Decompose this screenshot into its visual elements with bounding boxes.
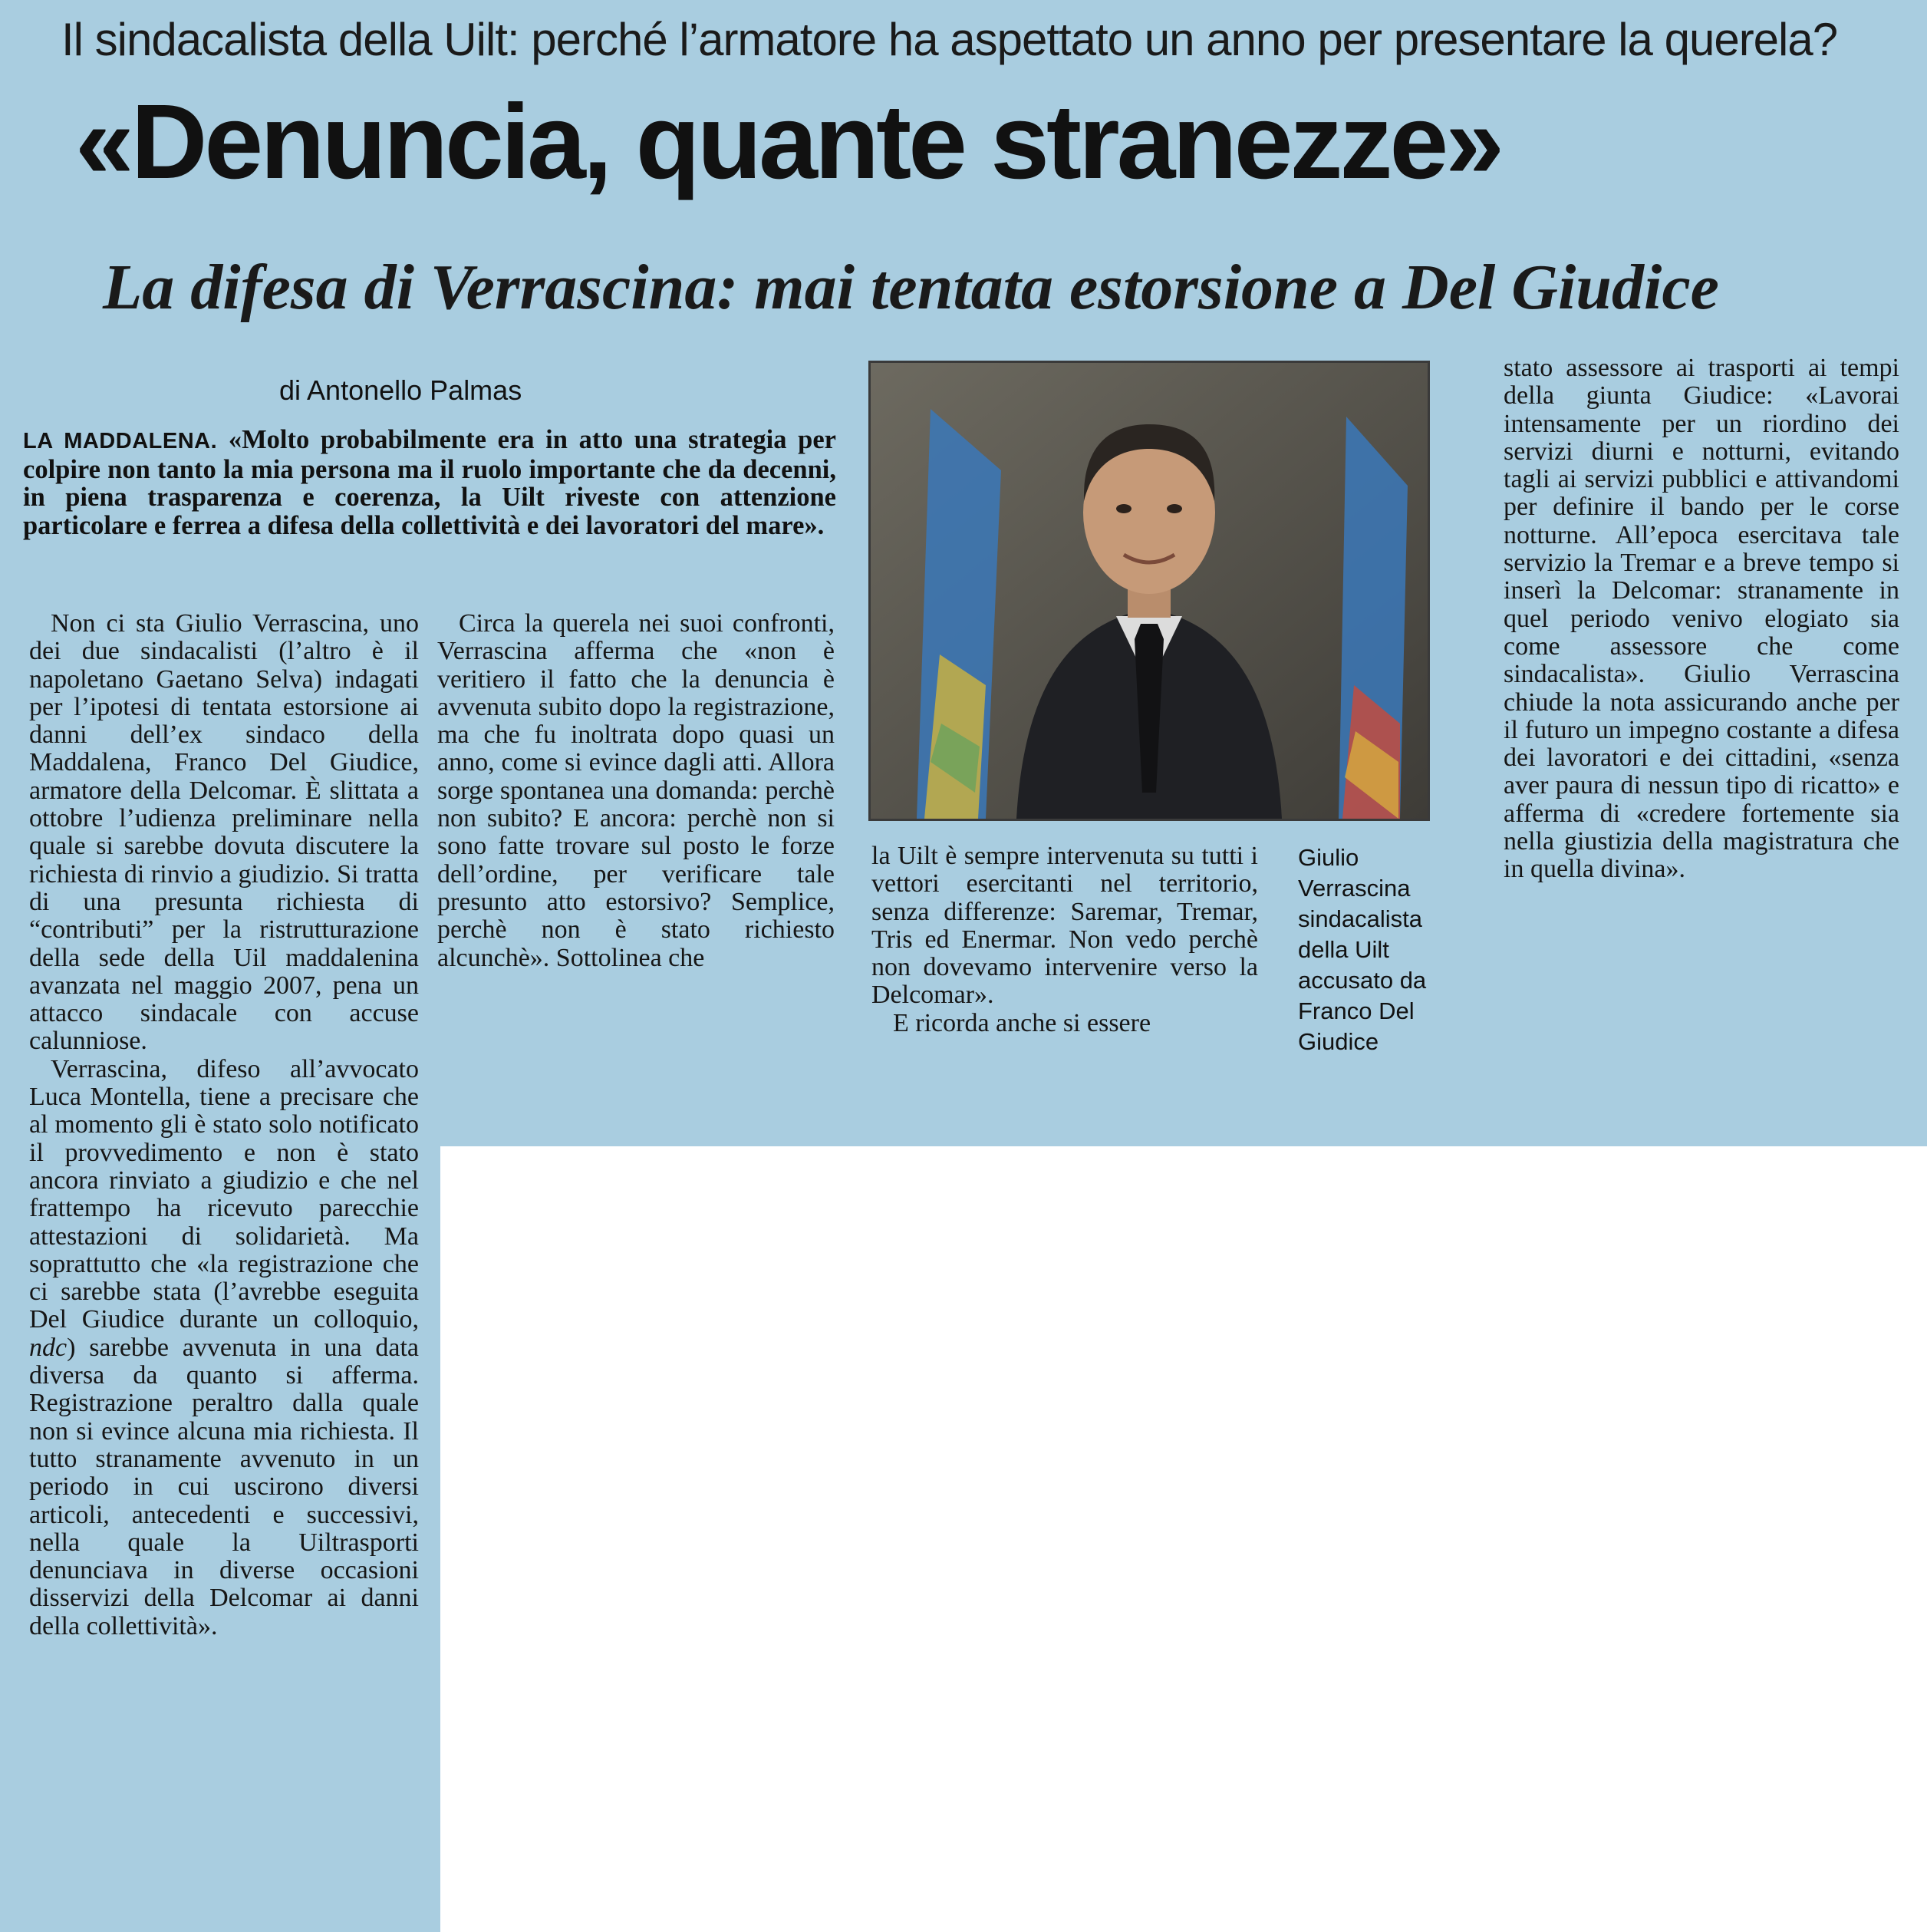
portrait-illustration (871, 363, 1428, 819)
body-column-2 (437, 610, 835, 972)
body-text: ) sarebbe avvenuta in una data diversa da quanto si afferma. Registrazione peraltro dalla quale non si evince alcuna mia richiesta. Il tutto stranamente avvenuto in un periodo in cui uscirono diversi articoli, antecedenti e successivi, nella quale la Uiltrasporti denunciava in diverse occasioni disservizi della Delcomar ai danni della collettività». (29, 1333, 419, 1640)
body-text-italic: ndc (29, 1333, 68, 1362)
dateline: LA MADDALENA. (23, 429, 218, 453)
photo-caption: Giulio Verrascina sindacalista della Uilt accusato da Franco Del Giudice (1298, 844, 1427, 1055)
body-paragraph: E ricorda anche si essere (893, 1008, 1151, 1037)
lead-text: «Molto probabilmente era in atto una strategia per colpire non tanto la mia persona ma il ruolo importante che da decenni, in piena trasparenza e coerenza, la Uilt riveste con attenzione particolare e ferrea a difesa della collettività e dei lavoratori del mare». (23, 425, 836, 540)
body-text: Verrascina, difeso all’avvocato Luca Montella, tiene a precisare che al momento gli è stato solo notificato il provvedimento e non è stato ancora rinviato a giudizio e che nel frattempo ha ricevuto parecchie attestazioni di solidarietà. Ma soprattutto che «la registrazione che ci sarebbe stata (l’avrebbe eseguita Del Giudice durante un colloquio, (29, 1054, 419, 1334)
body-paragraph (29, 1056, 419, 1640)
kicker: Il sindacalista della Uilt: perché l’armatore ha aspettato un anno per presentare la querela? (61, 14, 1838, 65)
blank-area (440, 1146, 1927, 1932)
body-paragraph: Non ci sta Giulio Verrascina, uno dei due sindacalisti (l’altro è il napoletano Gaetano Selva) indagati per l’ipotesi di tentata estorsione ai danni dell’ex sindaco della Maddalena, Franco Del Giudice, armatore della Delcomar. È slittata a ottobre l’udienza preliminare nella quale si sarebbe dovuta discutere la richiesta di rinvio a giudizio. Si tratta di una presunta richiesta di “contributi” per la ristrutturazione della sede della Uil maddalenina avanzata nel maggio 2007, pena un attacco sindacale con accuse calunniose. (29, 609, 419, 1056)
byline: di Antonello Palmas (279, 374, 522, 406)
headline: «Denuncia, quante stranezze» (75, 83, 1501, 201)
body-paragraph: la Uilt è sempre intervenuta su tutti i vettori esercitanti nel territorio, senza differenze: Saremar, Tremar, Tris ed Enermar. Non vedo perchè non dovevamo intervenire verso la Delcomar». (871, 842, 1258, 1010)
deck-subheadline: La difesa di Verrascina: mai tentata estorsione a Del Giudice (103, 252, 1719, 323)
body-column-3 (871, 842, 1258, 1037)
body-paragraph: stato assessore ai trasporti ai tempi della giunta Giudice: «Lavorai intensamente per un riordino dei servizi diurni e notturni, evitando tagli ai servizi pubblici e attivandomi per definire il bando per le corse notturne. All’epoca esercitava tale servizio la Tremar e a breve tempo si inserì la Delcomar: stranamente in quel periodo venivo elogiato sia come assessore che come sindacalista». Giulio Verrascina chiude la nota assicurando anche per il futuro un impegno costante a difesa dei lavoratori e dei cittadini, «senza aver paura di nessun tipo di ricatto» e afferma di «credere fortemente sia nella giustizia della magistratura che in quella divina». (1504, 354, 1899, 884)
body-column-1 (29, 610, 419, 1640)
body-column-4 (1504, 354, 1899, 884)
portrait-photo (868, 361, 1430, 821)
lead-paragraph (23, 426, 836, 539)
body-paragraph: Circa la querela nei suoi confronti, Verrascina afferma che «non è veritiero il fatto che la denuncia è avvenuta subito dopo la registrazione, ma che fu inoltrata dopo quasi un anno, come si evince dagli atti. Allora sorge spontanea una domanda: perchè non subito? E ancora: perchè non si sono fatte trovare sul posto le forze dell’ordine, per verificare tale presunto atto estorsivo? Semplice, perchè non è stato richiesto alcunchè». Sottolinea che (437, 609, 835, 972)
